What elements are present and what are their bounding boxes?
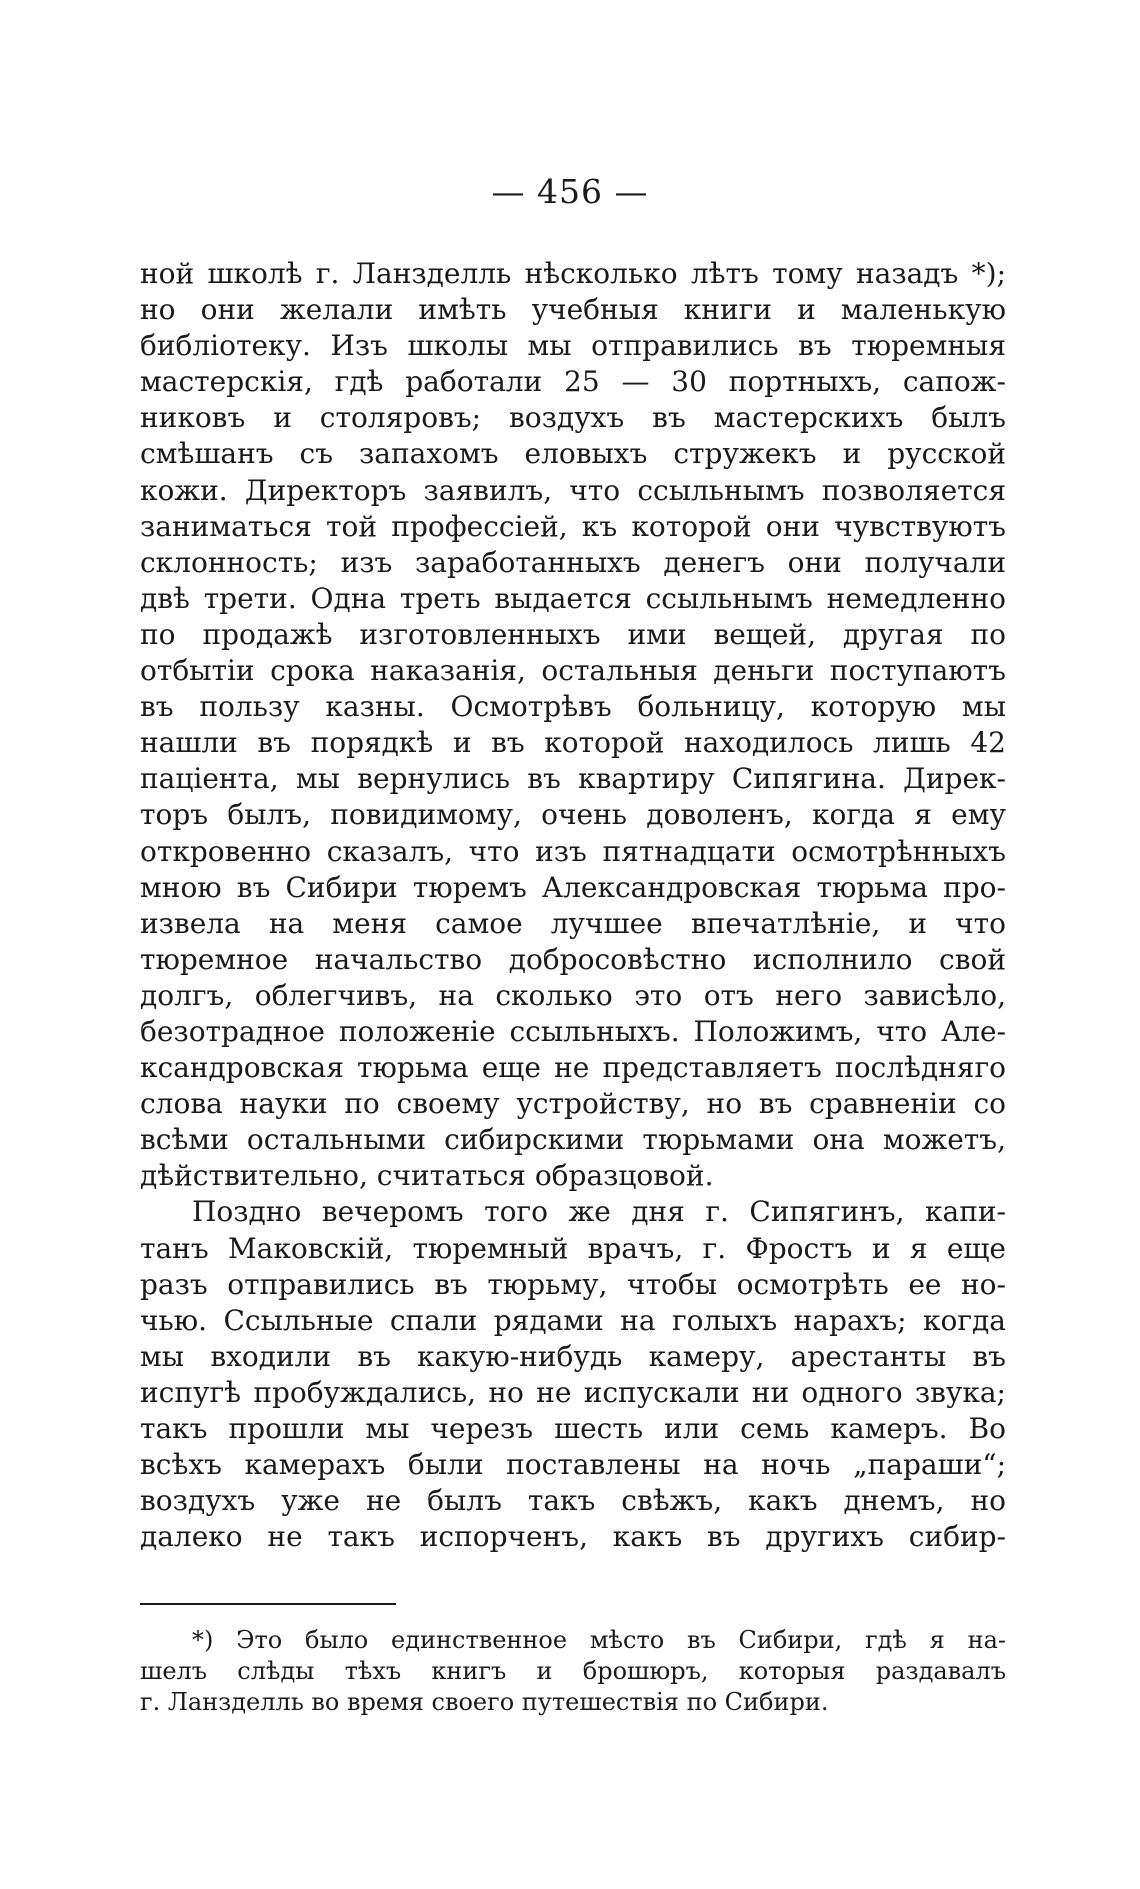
text-line: такъ прошли мы черезъ шесть или семь камеръ. Во (140, 1412, 1006, 1445)
text-line: кожи. Директоръ заявилъ, что ссыльнымъ позволяется (140, 473, 1006, 507)
text-line: безотрадное положеніе ссыльныхъ. Положимъ, что Але- (140, 1014, 1006, 1048)
text-line: торъ былъ, повидимому, очень доволенъ, когда я ему (140, 798, 1006, 832)
text-line: ной школѣ г. Ланзделль нѣсколько лѣтъ тому назадъ *); (140, 257, 1006, 290)
text-line: всѣхъ камерахъ были поставлены на ночь „параши“; (140, 1448, 1006, 1482)
page-number: — 456 — (491, 172, 649, 211)
text-line: библіотеку. Изъ школы мы отправились въ тюремныя (140, 329, 1006, 363)
text-line: нашли въ порядкѣ и въ которой находилось лишь 42 (140, 726, 1006, 760)
text-line: мною въ Сибири тюремъ Александровская тюрьма про- (140, 870, 1006, 904)
text-line: ксандровская тюрьма еще не представляетъ послѣдняго (140, 1051, 1006, 1085)
text-line: извела на меня самое лучшее впечатлѣніе, и что (140, 906, 1006, 940)
text-line: отбытіи срока наказанія, остальныя деньги поступаютъ (140, 654, 1006, 688)
text-line: мастерскія, гдѣ работали 25 — 30 портныхъ, сапож- (140, 365, 1006, 399)
paragraph-start-line: Поздно вечеромъ того же дня г. Сипягинъ, капи- (192, 1195, 1006, 1229)
body-text (140, 256, 1006, 1555)
text-line: въ пользу казны. Осмотрѣвъ больницу, которую мы (140, 690, 1006, 724)
text-line: склонность; изъ заработанныхъ денегъ они получали (140, 545, 1006, 579)
text-line: долгъ, облегчивъ, на сколько это отъ него зависѣло, (140, 978, 1006, 1012)
text-line: но они желали имѣть учебныя книги и маленькую (140, 293, 1006, 327)
text-line: двѣ трети. Одна треть выдается ссыльнымъ немедленно (140, 581, 1006, 615)
text-line: танъ Маковскій, тюремный врачъ, г. Фростъ и я еще (140, 1231, 1006, 1265)
footnote (140, 1625, 1006, 1718)
footnote-divider (140, 1603, 396, 1605)
footnote-line: г. Ланзделль во время своего путешествія по Сибири. (140, 1688, 829, 1716)
text-line: разъ отправились въ тюрьму, чтобы осмотрѣть ее но- (140, 1267, 1006, 1301)
text-line: откровенно сказалъ, что изъ пятнадцати осмотрѣнныхъ (140, 834, 1006, 868)
footnote-line: *) Это было единственное мѣсто въ Сибири, гдѣ я на- (192, 1626, 1006, 1654)
text-line: паціента, мы вернулись въ квартиру Сипягина. Дирек- (140, 762, 1006, 796)
text-line: далеко не такъ испорченъ, какъ въ другихъ сибир- (140, 1520, 1006, 1554)
footnote-line: шелъ слѣды тѣхъ книгъ и брошюръ, которыя раздавалъ (140, 1657, 1006, 1685)
text-line: смѣшанъ съ запахомъ еловыхъ стружекъ и русской (140, 437, 1006, 471)
text-line: никовъ и столяровъ; воздухъ въ мастерскихъ былъ (140, 401, 1006, 435)
text-line: мы входили въ какую-нибудь камеру, арестанты въ (140, 1339, 1006, 1373)
paragraph-end-line: дѣйствительно, считаться образцовой. (140, 1159, 714, 1193)
text-line: слова науки по своему устройству, но въ сравненіи со (140, 1087, 1006, 1121)
text-line: заниматься той профессіей, къ которой они чувствуютъ (140, 509, 1006, 543)
text-line: чью. Ссыльные спали рядами на голыхъ нарахъ; когда (140, 1303, 1006, 1337)
text-line: воздухъ уже не былъ такъ свѣжъ, какъ днемъ, но (140, 1484, 1006, 1518)
text-line: всѣми остальными сибирскими тюрьмами она можетъ, (140, 1123, 1006, 1157)
text-line: тюремное начальство добросовѣстно исполнило свой (140, 942, 1006, 976)
text-line: по продажѣ изготовленныхъ ими вещей, другая по (140, 617, 1006, 651)
text-line: испугѣ пробуждались, но не испускали ни одного звука; (140, 1375, 1006, 1409)
